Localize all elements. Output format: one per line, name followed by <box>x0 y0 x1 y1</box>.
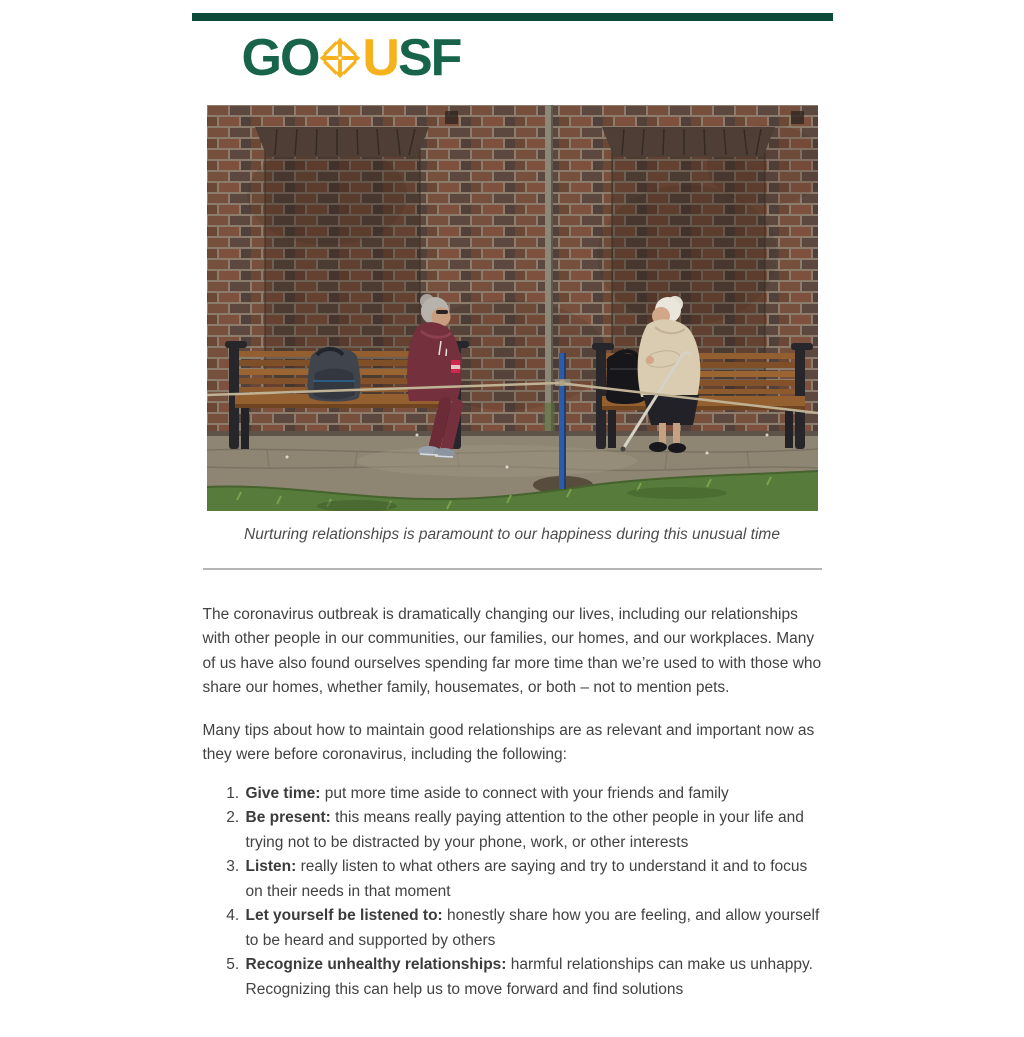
logo-text-go: GO <box>241 29 319 87</box>
list-item: 5. Recognize unhealthy relationships: harmful relationships can make us unhappy. Recognizing this can help us to move forward and find solutions <box>244 953 822 1002</box>
article-body <box>192 603 833 1002</box>
divider <box>203 568 822 570</box>
logo-text-sf: SF <box>397 29 461 87</box>
list-item: 3. Listen: really listen to what others are saying and try to understand it and to focus on their needs in that moment <box>244 855 822 904</box>
paragraph-intro: The coronavirus outbreak is dramatically changing our lives, including our relationships with other people in our communities, our families, our homes, and our workplaces. Many of us have also found ourselves spending far more time than we’re used to with those who share our homes, whether family, housemates, or both – not to mention pets. <box>202 606 822 697</box>
list-item: 2. Be present: this means really paying attention to the other people in your life and trying not to be distracted by your phone, work, or other interests <box>244 806 822 855</box>
email-body <box>192 13 833 1002</box>
brand-green-bar <box>192 13 833 21</box>
logo-text-u: U <box>362 29 398 87</box>
hero-photo-two-women-on-benches <box>207 105 818 511</box>
backpack <box>307 348 360 402</box>
list-item: 1. Give time: put more time aside to connect with your friends and family <box>244 782 822 806</box>
paragraph-tips-lead: Many tips about how to maintain good relationships are as relevant and important now as they were before coronavirus, including the following: <box>202 721 815 764</box>
photo-caption: Nurturing relationships is paramount to our happiness during this unusual time <box>244 526 780 543</box>
tips-list <box>203 782 822 1002</box>
list-item: 4. Let yourself be listened to: honestly share how you are feeling, and allow yourself to be heard and supported by others <box>244 904 822 953</box>
gousf-logo[interactable] <box>242 31 833 85</box>
usf-compass-cross-icon <box>319 37 361 79</box>
